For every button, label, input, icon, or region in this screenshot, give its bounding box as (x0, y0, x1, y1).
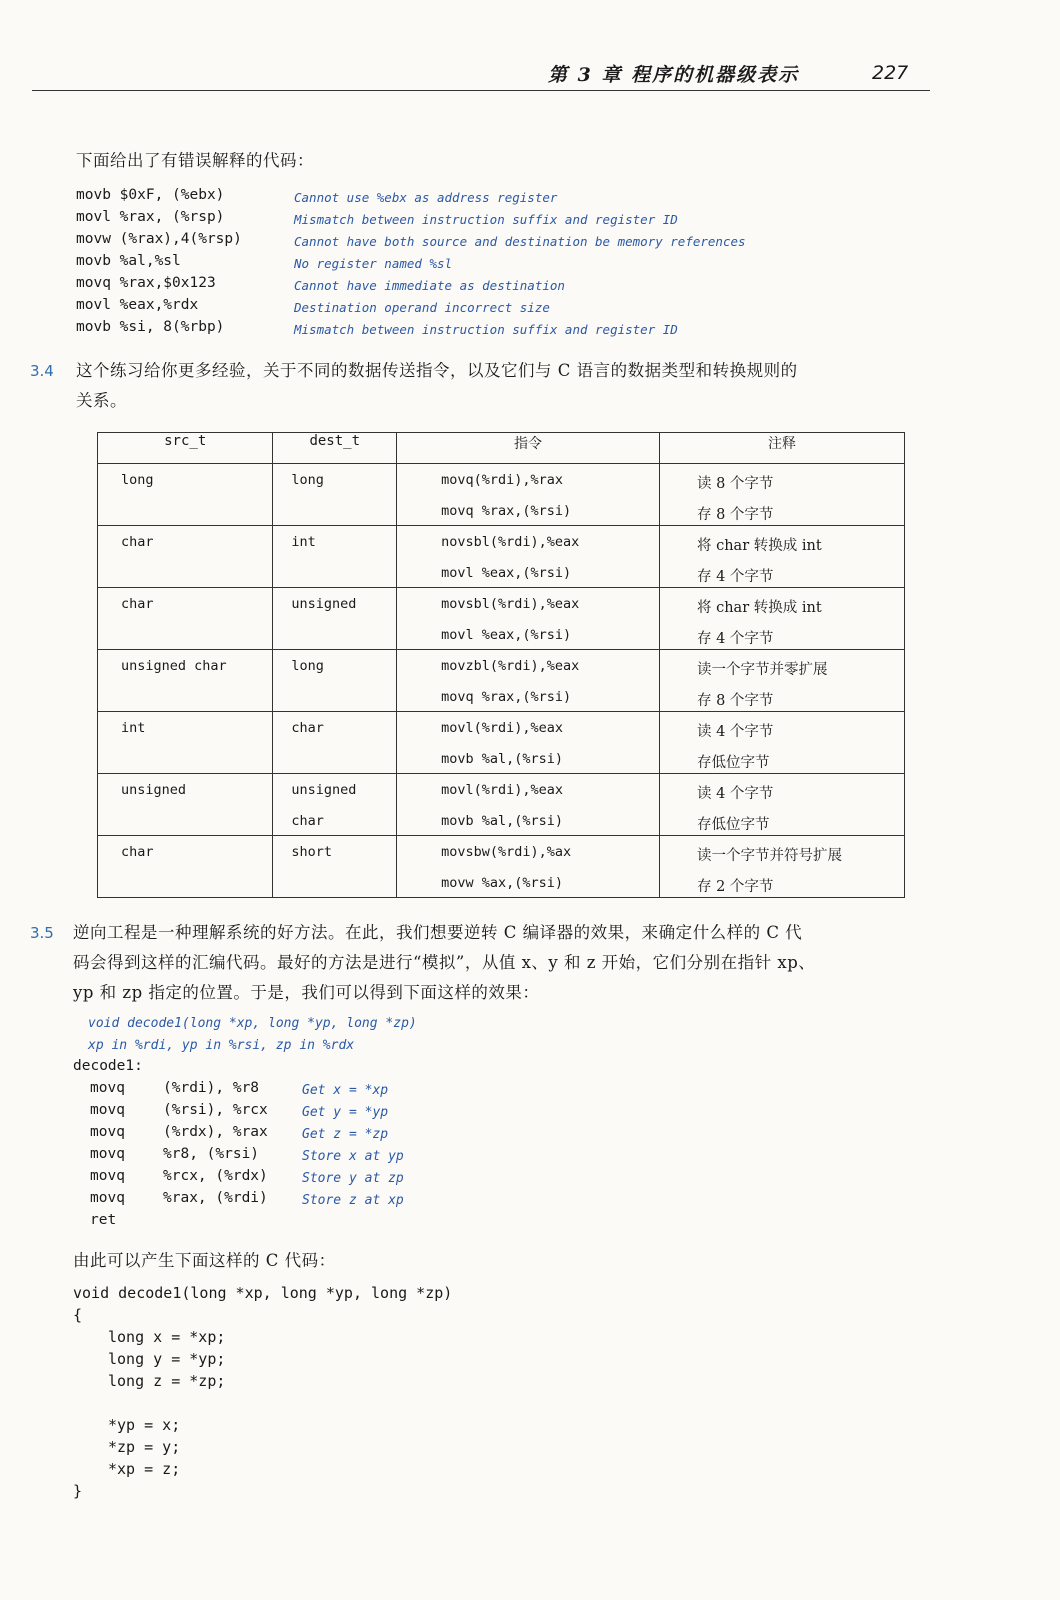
error-note: Mismatch between instruction suffix and register ID (294, 322, 678, 337)
asm-line (0, 1102, 500, 1124)
cell-dest-type: long (291, 658, 324, 674)
exercise-3-4-text-line1: 这个练习给你更多经验，关于不同的数据传送指令，以及它们与 C 语言的数据类型和转换规则的 (76, 361, 798, 380)
cell-src-type: long (121, 472, 154, 488)
asm-opcode: movq (90, 1168, 125, 1184)
error-row (76, 297, 816, 319)
error-code: movl %eax,%rdx (76, 297, 199, 313)
cell-instruction-1: movzbl(%rdi),%eax (441, 658, 580, 674)
exercise-number-3-4: 3.4 (30, 362, 54, 380)
cell-comment-1: 读 8 个字节 (696, 476, 774, 492)
asm-comment-signature: void decode1(long *xp, long *yp, long *zp) (88, 1016, 417, 1031)
exercise-3-5-text-line1: 逆向工程是一种理解系统的好方法。在此，我们想要逆转 C 编译器的效果，来确定什么样的 C 代 (73, 923, 803, 942)
cell-instruction-2: movb %al,(%rsi) (441, 751, 563, 767)
table-row (98, 836, 905, 898)
c-code-line: *yp = x; (108, 1416, 181, 1434)
c-code-line: long y = *yp; (108, 1350, 226, 1368)
header-dest-t: dest_t (273, 433, 397, 464)
asm-opcode: movq (90, 1102, 125, 1118)
asm-line-comment: Store z at xp (302, 1193, 404, 1208)
asm-operands: (%rdi), %r8 (163, 1080, 260, 1096)
c-code-line: *zp = y; (108, 1438, 181, 1456)
error-code: movb $0xF, (%ebx) (76, 187, 225, 203)
error-code: movl %rax, (%rsp) (76, 209, 225, 225)
error-row (76, 275, 816, 297)
exercise-3-5-text-line3: yp 和 zp 指定的位置。于是，我们可以得到下面这样的效果： (73, 983, 540, 1002)
asm-line (0, 1168, 500, 1190)
error-row (76, 319, 816, 341)
cell-dest-type: short (291, 844, 333, 860)
cell-instruction-2: movq %rax,(%rsi) (441, 689, 572, 705)
table-header-row (98, 433, 905, 464)
asm-line-comment: Get y = *yp (302, 1105, 389, 1120)
cell-dest-type: long (291, 472, 324, 488)
table-row (98, 588, 905, 650)
asm-opcode: movq (90, 1146, 125, 1162)
running-head-chapter: 第 3 章 程序的机器级表示 (548, 64, 800, 86)
error-note: No register named %sl (294, 256, 453, 271)
error-row (76, 253, 816, 275)
asm-line-comment: Get x = *xp (302, 1083, 389, 1098)
table-row (98, 526, 905, 588)
error-note: Mismatch between instruction suffix and register ID (294, 212, 678, 227)
header-rule (32, 90, 930, 91)
cell-instruction-2: movl %eax,(%rsi) (441, 627, 572, 643)
asm-opcode: movq (90, 1080, 125, 1096)
header-instruction: 指令 (397, 433, 660, 464)
asm-comment-registers: xp in %rdi, yp in %rsi, zp in %rdx (88, 1038, 355, 1053)
cell-src-type: unsigned (121, 782, 187, 798)
cell-src-type: unsigned char (121, 658, 227, 674)
asm-line-comment: Get z = *zp (302, 1127, 389, 1142)
cell-comment-1: 读一个字节并符号扩展 (696, 848, 842, 864)
asm-operands: (%rdx), %rax (163, 1124, 268, 1140)
cell-src-type: char (121, 844, 154, 860)
cell-src-type: char (121, 534, 154, 550)
table-row (98, 464, 905, 526)
c-intro-text: 由此可以产生下面这样的 C 代码： (73, 1251, 336, 1270)
cell-instruction-1: movsbw(%rdi),%ax (441, 844, 572, 860)
cell-instruction-1: movl(%rdi),%eax (441, 720, 563, 736)
cell-instruction-2: movw %ax,(%rsi) (441, 875, 563, 891)
cell-comment-2: 存 4 个字节 (696, 569, 774, 585)
cell-dest-type: unsigned (291, 782, 357, 798)
asm-opcode: movq (90, 1124, 125, 1140)
asm-line (0, 1080, 500, 1102)
asm-line-comment: Store x at yp (302, 1149, 404, 1164)
cell-instruction-1: movq(%rdi),%rax (441, 472, 563, 488)
asm-line (0, 1124, 500, 1146)
asm-operands: %r8, (%rsi) (163, 1146, 260, 1162)
cell-comment-2: 存 8 个字节 (696, 507, 774, 523)
error-list (76, 187, 816, 341)
error-code: movq %rax,$0x123 (76, 275, 216, 291)
cell-instruction-1: movsbl(%rdi),%eax (441, 596, 580, 612)
table-row (98, 712, 905, 774)
asm-line-comment: Store y at zp (302, 1171, 404, 1186)
header-comment: 注释 (659, 433, 904, 464)
page-number: 227 (872, 62, 909, 84)
intro-text: 下面给出了有错误解释的代码： (76, 151, 314, 170)
conversion-table (97, 432, 905, 898)
cell-comment-1: 读 4 个字节 (696, 786, 774, 802)
cell-comment-1: 将 char 转换成 int (696, 538, 822, 554)
asm-line (0, 1146, 500, 1168)
c-code-line: void decode1(long *xp, long *yp, long *zp) (73, 1284, 453, 1302)
cell-comment-2: 存 2 个字节 (696, 879, 774, 895)
c-code-line: { (73, 1306, 83, 1324)
cell-comment-2: 存低位字节 (696, 817, 770, 833)
cell-comment-2: 存低位字节 (696, 755, 770, 771)
asm-line (0, 1190, 500, 1212)
cell-dest-type: unsigned (291, 596, 357, 612)
cell-instruction-2: movq %rax,(%rsi) (441, 503, 572, 519)
cell-instruction-1: movl(%rdi),%eax (441, 782, 563, 798)
cell-comment-1: 将 char 转换成 int (696, 600, 822, 616)
cell-comment-1: 读一个字节并零扩展 (696, 662, 828, 678)
error-code: movb %si, 8(%rbp) (76, 319, 225, 335)
c-code-line: long z = *zp; (108, 1372, 226, 1390)
asm-opcode: ret (90, 1212, 117, 1228)
asm-line (0, 1212, 500, 1234)
cell-instruction-2: movb %al,(%rsi) (441, 813, 563, 829)
error-note: Cannot use %ebx as address register (294, 190, 558, 205)
asm-operands: %rax, (%rdi) (163, 1190, 268, 1206)
exercise-3-5-text-line2: 码会得到这样的汇编代码。最好的方法是进行“模拟”，从值 x、y 和 z 开始，它们分别在指针 xp、 (73, 953, 816, 972)
error-note: Cannot have immediate as destination (294, 278, 565, 293)
asm-label: decode1: (73, 1058, 143, 1074)
cell-comment-2: 存 4 个字节 (696, 631, 774, 647)
exercise-3-4-text-line2: 关系。 (76, 391, 127, 410)
c-code-line: } (73, 1482, 83, 1500)
cell-comment-1: 读 4 个字节 (696, 724, 774, 740)
asm-operands: (%rsi), %rcx (163, 1102, 268, 1118)
error-note: Destination operand incorrect size (294, 300, 550, 315)
c-code-line: *xp = z; (108, 1460, 181, 1478)
header-src-t: src_t (98, 433, 273, 464)
cell-dest-type: char (291, 720, 324, 736)
table-row (98, 774, 905, 836)
asm-opcode: movq (90, 1190, 125, 1206)
error-note: Cannot have both source and destination be memory references (294, 234, 746, 249)
cell-dest-type: int (291, 534, 316, 550)
error-row (76, 209, 816, 231)
error-code: movw (%rax),4(%rsp) (76, 231, 242, 247)
cell-instruction-1: novsbl(%rdi),%eax (441, 534, 580, 550)
error-row (76, 231, 816, 253)
asm-operands: %rcx, (%rdx) (163, 1168, 268, 1184)
exercise-number-3-5: 3.5 (30, 924, 54, 942)
cell-comment-2: 存 8 个字节 (696, 693, 774, 709)
error-code: movb %al,%sl (76, 253, 181, 269)
table-row (98, 650, 905, 712)
cell-src-type: char (121, 596, 154, 612)
cell-instruction-2: movl %eax,(%rsi) (441, 565, 572, 581)
cell-dest-type-cont: char (291, 813, 324, 829)
cell-src-type: int (121, 720, 146, 736)
error-row (76, 187, 816, 209)
c-code-line: long x = *xp; (108, 1328, 226, 1346)
